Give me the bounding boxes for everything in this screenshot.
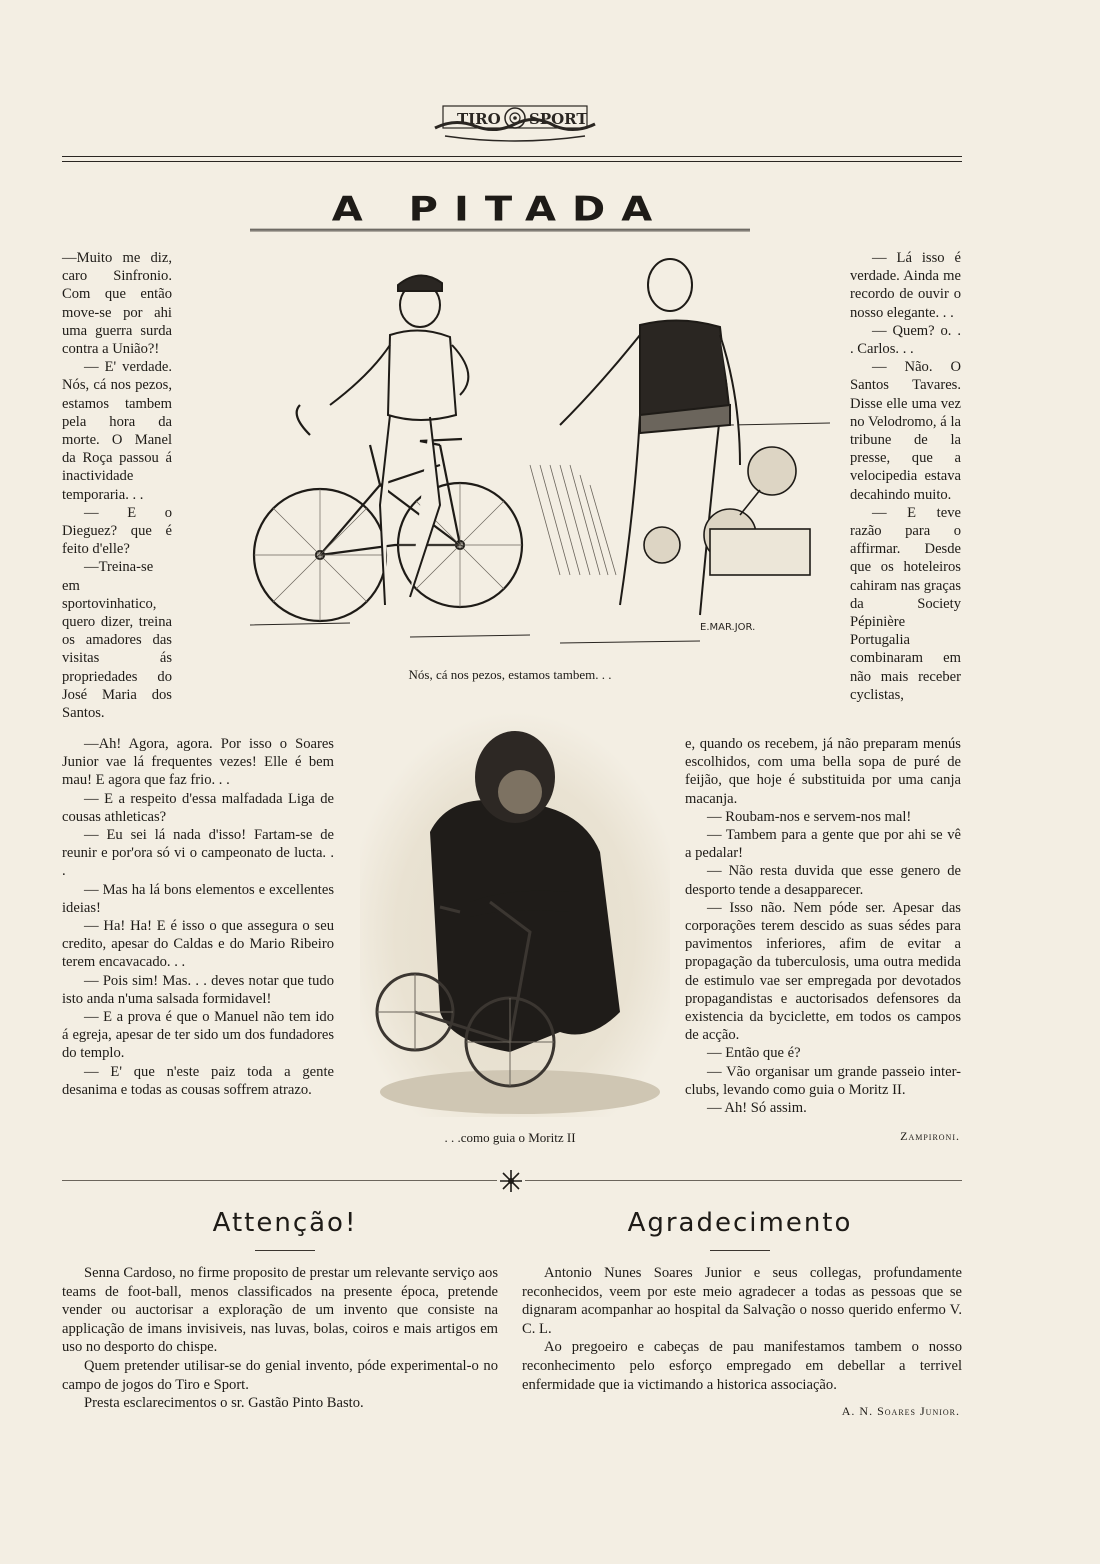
paragraph: —Treina-se em sportovinhatico, quero dizer, treina os amadores das visitas ás propriedades do José Maria dos Santos.	[62, 559, 172, 722]
paragraph: — Ha! Ha! E é isso o que assegura o seu credito, apesar do Caldas e do Mario Ribeiro terem encavacado. . .	[62, 918, 334, 971]
paragraph: Presta esclarecimentos o sr. Gastão Pinto Basto.	[84, 1395, 364, 1412]
paragraph: Antonio Nunes Soares Junior e seus collegas, profundamente reconhecidos, veem por este meio agradecer a todas as pessoas que se dignaram acompanhar ao hospital da Salvação o nosso querido enfermo V. C. L.	[522, 1265, 962, 1337]
asterism-ornament-icon	[497, 1167, 525, 1195]
paragraph: — Não. O Santos Tavares. Disse elle uma vez no Velodromo, á la tribune de la presse, que a velocipedia estava decahindo muito.	[850, 359, 961, 503]
paragraph: — Roubam-nos e servem-nos mal!	[707, 808, 912, 825]
paragraph: — Lá isso é verdade. Ainda me recordo de ouvir o nosso elegante. . .	[850, 250, 961, 321]
paragraph: — E o Dieguez? que é feito d'elle?	[62, 504, 172, 558]
heading-underline	[710, 1250, 770, 1251]
attencao-heading: Attenção!	[212, 1208, 358, 1238]
masthead-logo	[425, 98, 605, 148]
paragraph: — Então que é?	[707, 1045, 801, 1062]
paragraph: — Vão organisar um grande passeio inter-clubs, levando como guia o Moritz II.	[685, 1063, 961, 1098]
illustration-signature: E.MAR.JOR.	[700, 622, 756, 633]
article-left-wide-column	[62, 735, 334, 1099]
paragraph: — Eu sei lá nada d'isso! Fartam-se de reunir e por'ora só vi o campeonato de lucta. . .	[62, 827, 334, 880]
header-rule	[62, 156, 962, 157]
paragraph: Ao pregoeiro e cabeças de pau manifestamos tambem o nosso reconhecimento pelo esforço empregado em debellar a terrivel enfermidade que ia victimando a historica associação.	[522, 1339, 962, 1393]
masthead-text-right: SPORT	[529, 110, 588, 128]
chimpanzee-tricycle-photo	[360, 712, 670, 1117]
cyclist-and-weightlifter-illustration	[230, 245, 830, 655]
agradecimento-heading: Agradecimento	[627, 1208, 853, 1238]
paragraph: — E' que n'este paiz toda a gente desanima e todas as cousas soffrem atrazo.	[62, 1063, 334, 1098]
header-rule-thin	[62, 161, 962, 162]
dumbbell-drawing	[644, 447, 810, 575]
paragraph: — E a respeito d'essa malfadada Liga de cousas athleticas?	[62, 790, 334, 825]
paragraph: — Ah! Só assim.	[707, 1100, 807, 1117]
article-right-column	[850, 249, 961, 704]
paragraph: —Ah! Agora, agora. Por isso o Soares Junior vae lá frequentes vezes! Elle é bem mau! E agora que faz frio. . .	[62, 736, 334, 789]
paragraph: — Isso não. Nem póde ser. Apesar das corporações terem descido as suas sédes para pavimentos inferiores, afim de evitar a propagação da tuberculosis, uma outra medida de estimulo vae ser empregada por devotados propagandistas e auctorisados defensores da existencia da byciclette, em todos os campos de acção.	[685, 899, 961, 1044]
paragraph: — Não resta duvida que esse genero de desporto tende a desapparecer.	[685, 863, 961, 898]
paragraph: Senna Cardoso, no firme proposito de prestar um relevante serviço aos teams de foot-ball, menos classificados na presente época, pretende vender ou auctorisar a exploração de um invento que consiste na applicação de imans invisiveis, nas luvas, bolas, coiros e mais artigos em uso no desporto do chispe.	[62, 1265, 498, 1356]
agradecimento-signature: A. N. Soares Junior.	[841, 1404, 960, 1418]
paragraph: — Tambem para a gente que por ahi se vê a pedalar!	[685, 827, 961, 862]
article-right-wide-column	[685, 735, 961, 1117]
paragraph: — E a prova é que o Manuel não tem ido á egreja, apesar de ter sido um dos fundadores do templo.	[62, 1009, 334, 1062]
paragraph: Quem pretender utilisar-se do genial invento, póde experimental-o no campo de jogos do Tiro e Sport.	[62, 1357, 498, 1393]
heading-underline	[255, 1250, 315, 1251]
photo-caption: . . .como guia o Moritz II	[444, 1130, 576, 1145]
paragraph: —Muito me diz, caro Sinfronio. Com que então move-se por ahi uma guerra surda contra a União?!	[62, 250, 172, 358]
paragraph: — Mas ha lá bons elementos e excellentes ideias!	[62, 881, 334, 916]
article-signature: Zampironi.	[900, 1129, 960, 1143]
agradecimento-body	[522, 1264, 962, 1394]
article-title: A PITADA	[250, 190, 750, 232]
article-left-column	[62, 249, 172, 722]
paragraph: — Quem? o. . . Carlos. . .	[850, 322, 961, 358]
attencao-body	[62, 1264, 498, 1413]
paragraph: — E' verdade. Nós, cá nos pezos, estamos tambem pela hora da morte. O Manel da Roça passou á inactividade temporaria. . .	[62, 359, 172, 503]
masthead-text-left: TIRO	[457, 110, 501, 128]
paragraph: — E teve razão para o affirmar. Desde que os hoteleiros cahiram nas graças da Society Pépinière Portugalia combinaram em não mais receber cyclistas,	[850, 504, 962, 703]
paragraph: — Pois sim! Mas. . . deves notar que tudo isto anda n'uma salsada formidavel!	[62, 972, 334, 1007]
illustration-caption: Nós, cá nos pezos, estamos tambem. . .	[408, 667, 612, 682]
paragraph: e, quando os recebem, já não preparam menús escolhidos, com uma bella sopa de puré de feijão, que hoje é substituida por uma canja macanja.	[685, 736, 961, 807]
